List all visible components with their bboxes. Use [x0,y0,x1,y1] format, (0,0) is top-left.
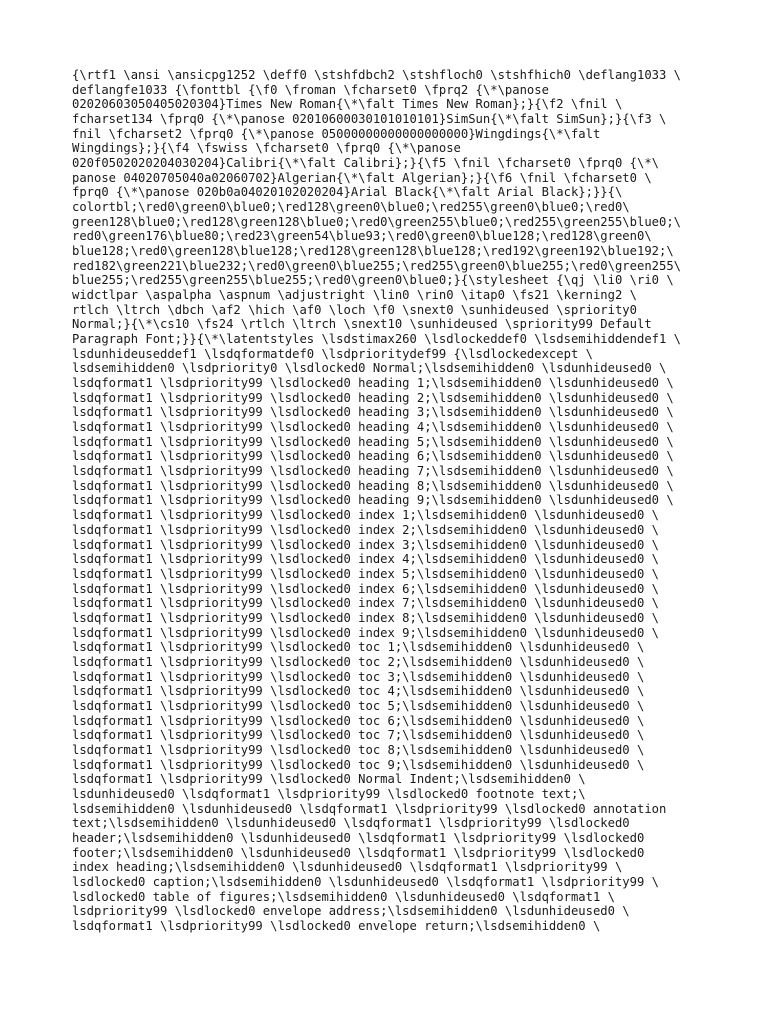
text-line: lsdqformat1 \lsdpriority99 \lsdlocked0 toc 3;\lsdsemihidden0 \lsdunhideused0 \ [72,669,645,684]
text-line: lsdqformat1 \lsdpriority99 \lsdlocked0 toc 4;\lsdsemihidden0 \lsdunhideused0 \ [72,684,645,699]
text-line: Wingdings};}{\f4 \fswiss \fcharset0 \fprq0 {\*\panose [72,141,461,156]
text-line: header;\lsdsemihidden0 \lsdunhideused0 \lsdqformat1 \lsdpriority99 \lsdlocked0 [72,830,645,845]
text-line: deflangfe1033 {\fonttbl {\f0 \froman \fcharset0 \fprq2 {\*\panose [72,82,549,97]
text-line: lsdqformat1 \lsdpriority99 \lsdlocked0 toc 1;\lsdsemihidden0 \lsdunhideused0 \ [72,640,645,655]
text-line: lsdqformat1 \lsdpriority99 \lsdlocked0 toc 6;\lsdsemihidden0 \lsdunhideused0 \ [72,713,645,728]
text-line: blue128;\red0\green128\blue128;\red128\green128\blue128;\red192\green192\blue192;\ [72,244,674,259]
text-line: lsdpriority99 \lsdlocked0 envelope address;\lsdsemihidden0 \lsdunhideused0 \ [72,904,630,919]
text-line: 02020603050405020304}Times New Roman{\*\falt Times New Roman};}{\f2 \fnil \ [72,97,623,112]
rtf-source-text [72,68,681,934]
text-line: lsdlocked0 table of figures;\lsdsemihidden0 \lsdunhideused0 \lsdqformat1 \ [72,889,615,904]
text-line: red182\green221\blue232;\red0\green0\blue255;\red255\green0\blue255;\red0\green255\ [72,258,682,273]
text-line: green128\blue0;\red128\green128\blue0;\red0\green255\blue0;\red255\green255\blue0;\ [72,214,682,229]
text-line: lsdqformat1 \lsdpriority99 \lsdlocked0 index 3;\lsdsemihidden0 \lsdunhideused0 \ [72,537,659,552]
text-line: colortbl;\red0\green0\blue0;\red128\green0\blue0;\red255\green0\blue0;\red0\ [72,200,630,215]
text-line: lsdunhideuseddef1 \lsdqformatdef0 \lsdprioritydef99 {\lsdlockedexcept \ [72,346,593,361]
text-line: index heading;\lsdsemihidden0 \lsdunhideused0 \lsdqformat1 \lsdpriority99 \ [72,860,623,875]
text-line: lsdqformat1 \lsdpriority99 \lsdlocked0 toc 2;\lsdsemihidden0 \lsdunhideused0 \ [72,654,645,669]
text-line: fnil \fcharset2 \fprq0 {\*\panose 05000000000000000000}Wingdings{\*\falt [72,126,601,141]
text-line: lsdqformat1 \lsdpriority99 \lsdlocked0 index 5;\lsdsemihidden0 \lsdunhideused0 \ [72,566,659,581]
text-line: panose 04020705040a02060702}Algerian{\*\falt Algerian};}{\f6 \fnil \fcharset0 \ [72,170,652,185]
text-line: footer;\lsdsemihidden0 \lsdunhideused0 \lsdqformat1 \lsdpriority99 \lsdlocked0 [72,845,645,860]
text-line: lsdqformat1 \lsdpriority99 \lsdlocked0 index 2;\lsdsemihidden0 \lsdunhideused0 \ [72,522,659,537]
text-line: 020f0502020204030204}Calibri{\*\falt Calibri};}{\f5 \fnil \fcharset0 \fprq0 {\*\ [72,156,659,171]
text-line: lsdqformat1 \lsdpriority99 \lsdlocked0 index 8;\lsdsemihidden0 \lsdunhideused0 \ [72,610,659,625]
text-line: lsdqformat1 \lsdpriority99 \lsdlocked0 heading 7;\lsdsemihidden0 \lsdunhideused0 \ [72,464,674,479]
text-line: lsdqformat1 \lsdpriority99 \lsdlocked0 index 7;\lsdsemihidden0 \lsdunhideused0 \ [72,596,659,611]
text-line: lsdqformat1 \lsdpriority99 \lsdlocked0 index 1;\lsdsemihidden0 \lsdunhideused0 \ [72,508,659,523]
text-line: lsdqformat1 \lsdpriority99 \lsdlocked0 Normal Indent;\lsdsemihidden0 \ [72,772,586,787]
text-line: lsdqformat1 \lsdpriority99 \lsdlocked0 toc 7;\lsdsemihidden0 \lsdunhideused0 \ [72,728,645,743]
text-line: lsdqformat1 \lsdpriority99 \lsdlocked0 index 9;\lsdsemihidden0 \lsdunhideused0 \ [72,625,659,640]
text-line: lsdlocked0 caption;\lsdsemihidden0 \lsdunhideused0 \lsdqformat1 \lsdpriority99 \ [72,874,659,889]
text-line: lsdqformat1 \lsdpriority99 \lsdlocked0 toc 9;\lsdsemihidden0 \lsdunhideused0 \ [72,757,645,772]
text-line: lsdsemihidden0 \lsdpriority0 \lsdlocked0 Normal;\lsdsemihidden0 \lsdunhideused0 \ [72,361,667,376]
text-line: {\rtf1 \ansi \ansicpg1252 \deff0 \stshfdbch2 \stshfloch0 \stshfhich0 \deflang1033 \ [72,68,682,82]
text-line: fcharset134 \fprq0 {\*\panose 02010600030101010101}SimSun{\*\falt SimSun};}{\f3 \ [72,112,667,127]
text-line: widctlpar \aspalpha \aspnum \adjustright \lin0 \rin0 \itap0 \fs21 \kerning2 \ [72,288,637,303]
text-line: lsdqformat1 \lsdpriority99 \lsdlocked0 heading 2;\lsdsemihidden0 \lsdunhideused0 \ [72,390,674,405]
text-line: lsdqformat1 \lsdpriority99 \lsdlocked0 index 4;\lsdsemihidden0 \lsdunhideused0 \ [72,552,659,567]
text-line: lsdqformat1 \lsdpriority99 \lsdlocked0 heading 8;\lsdsemihidden0 \lsdunhideused0 \ [72,478,674,493]
text-line: lsdqformat1 \lsdpriority99 \lsdlocked0 heading 9;\lsdsemihidden0 \lsdunhideused0 \ [72,493,674,508]
text-line: lsdqformat1 \lsdpriority99 \lsdlocked0 heading 3;\lsdsemihidden0 \lsdunhideused0 \ [72,405,674,420]
text-line: Normal;}{\*\cs10 \fs24 \rtlch \ltrch \snext10 \sunhideused \spriority99 Default [72,317,652,332]
text-line: rtlch \ltrch \dbch \af2 \hich \af0 \loch \f0 \snext0 \sunhideused \spriority0 [72,302,637,317]
text-line: lsdqformat1 \lsdpriority99 \lsdlocked0 heading 4;\lsdsemihidden0 \lsdunhideused0 \ [72,420,674,435]
text-line: lsdqformat1 \lsdpriority99 \lsdlocked0 heading 5;\lsdsemihidden0 \lsdunhideused0 \ [72,434,674,449]
text-line: red0\green176\blue80;\red23\green54\blue93;\red0\green0\blue128;\red128\green0\ [72,229,652,244]
text-line: blue255;\red255\green255\blue255;\red0\green0\blue0;}{\stylesheet {\qj \li0 \ri0 \ [72,273,674,288]
text-line: lsdqformat1 \lsdpriority99 \lsdlocked0 toc 5;\lsdsemihidden0 \lsdunhideused0 \ [72,698,645,713]
text-line: lsdqformat1 \lsdpriority99 \lsdlocked0 toc 8;\lsdsemihidden0 \lsdunhideused0 \ [72,742,645,757]
text-line: fprq0 {\*\panose 020b0a04020102020204}Arial Black{\*\falt Arial Black};}}{\ [72,185,623,200]
text-line: lsdqformat1 \lsdpriority99 \lsdlocked0 heading 6;\lsdsemihidden0 \lsdunhideused0 \ [72,449,674,464]
text-line: text;\lsdsemihidden0 \lsdunhideused0 \lsdqformat1 \lsdpriority99 \lsdlocked0 [72,816,630,831]
text-line: lsdqformat1 \lsdpriority99 \lsdlocked0 heading 1;\lsdsemihidden0 \lsdunhideused0 \ [72,376,674,391]
text-line: lsdunhideused0 \lsdqformat1 \lsdpriority99 \lsdlocked0 footnote text;\ [72,786,586,801]
text-line: Paragraph Font;}}{\*\latentstyles \lsdstimax260 \lsdlockeddef0 \lsdsemihiddendef1 \ [72,332,682,347]
text-line: lsdqformat1 \lsdpriority99 \lsdlocked0 envelope return;\lsdsemihidden0 \ [72,918,601,933]
text-line: lsdsemihidden0 \lsdunhideused0 \lsdqformat1 \lsdpriority99 \lsdlocked0 annotation [72,801,667,816]
text-line: lsdqformat1 \lsdpriority99 \lsdlocked0 index 6;\lsdsemihidden0 \lsdunhideused0 \ [72,581,659,596]
